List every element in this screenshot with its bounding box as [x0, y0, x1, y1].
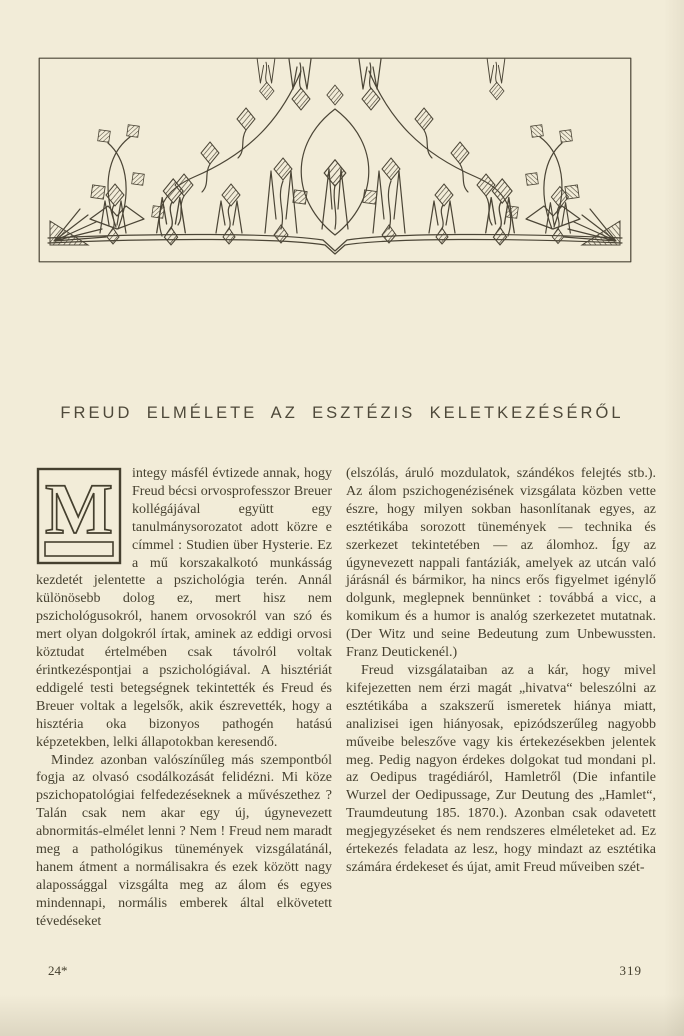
floral-headpiece-image — [38, 57, 632, 263]
article-body — [36, 465, 656, 931]
paragraph: (elszólás, áruló mozdulatok, szándékos felejtés stb.). Az álom pszichogenézisének vizsgálata közben vette észre, hogy milyen sokban hasonlítanak egyes, az esztétikába sorozott tünemények — technika és szerkezet tekintetében — az álomhoz. Így az úgynevezett nappali fantáziák, amelyek az utcán való járásnál és bármikor, ha nincs erős figyelmet igénylő dolgunk, meglepnek bennünket : továbbá a vicc, a komikum és a humor is analóg szerkezetet mutatnak. (Der Witz und seine Bedeutung zum Unbewussten. Franz Deutickenél.) — [346, 466, 656, 661]
page-footer — [36, 963, 656, 979]
header-ornament — [38, 57, 632, 263]
right-column — [346, 465, 656, 931]
article-title: FREUD ELMÉLETE AZ ESZTÉZIS KELETKEZÉSÉRŐL — [60, 404, 624, 422]
signature-mark: 24* — [48, 963, 68, 978]
drop-cap-letter: M — [45, 469, 113, 549]
paragraph-text: integy másfél évtizede annak, hogy Freud bécsi orvosprofesszor Breuer kollégájával együtt egy tanulmánysorozatot adott közre e címmel : Studien über Hysterie. Ez a mű korszakalkotó munkásság kezdetét jelentette a pszichológia terén. Annál különösebb dolog ez, mert hisz nem pszichológusokról, hanem orvosokról van szó és mert olyan dolgokról írtak, aminek az eddigi orvosi köztudat értelmében csak távolról voltak érintkezéspontjai a pszichológiával. A hisztériát eddigelé testi betegségnek tekintették és Freud és Breuer voltak a legelsők, akik észrevették, hogy a hisztéria oka bizonyos pathogén hatású képzetekben, lelki állapotokban keresendő. — [36, 466, 332, 750]
drop-cap — [36, 467, 122, 565]
page-number: 319 — [619, 963, 642, 978]
paragraph: Mindez azonban valószínűleg más szempontból fogja az olvasó csodálkozását felidézni. Mi köze pszichopatológiai felfedezéseknek a művészethez ? Talán csak nem akar egy új, úgynevezett abnormitás-elmélet lenni ? Nem ! Freud nem maradt meg a pathológikus tünemények vizsgálatánál, hanem átment a normálisakra és ezek között nagy alapossággal vizsgálta meg az álom és egyes mindennapi, normális emberek által elkövetett tévedéseket — [36, 752, 332, 929]
paragraph — [36, 465, 332, 752]
paragraph: Freud vizsgálataiban az a kár, hogy mivel kifejezetten nem érzi magát „hivatva“ beleszólni az esztétikába a szakszerű ismeretek hiánya miatt, analizisei igen hiányosak, epizódszerűleg nagyobb műveibe beleszőve vagy kis értekezésekben jelentek meg. Pedig nagyon érdekes dolgokat tud mondani pl. az Oedipus tragédiáról, Hamletről (Die infantile Wurzel der Oedipussage, Zur Deutung des „Hamlet“, Traumdeutung 185. 1870.). Azonban csak odavetett megjegyzéseket és nem rendszeres elméleteket ad. Ez értekezés feladata az lesz, hogy mindazt az esztétika számára érdekeset és újat, amit Freud műveiben szét- — [346, 662, 656, 875]
left-column — [36, 465, 332, 931]
